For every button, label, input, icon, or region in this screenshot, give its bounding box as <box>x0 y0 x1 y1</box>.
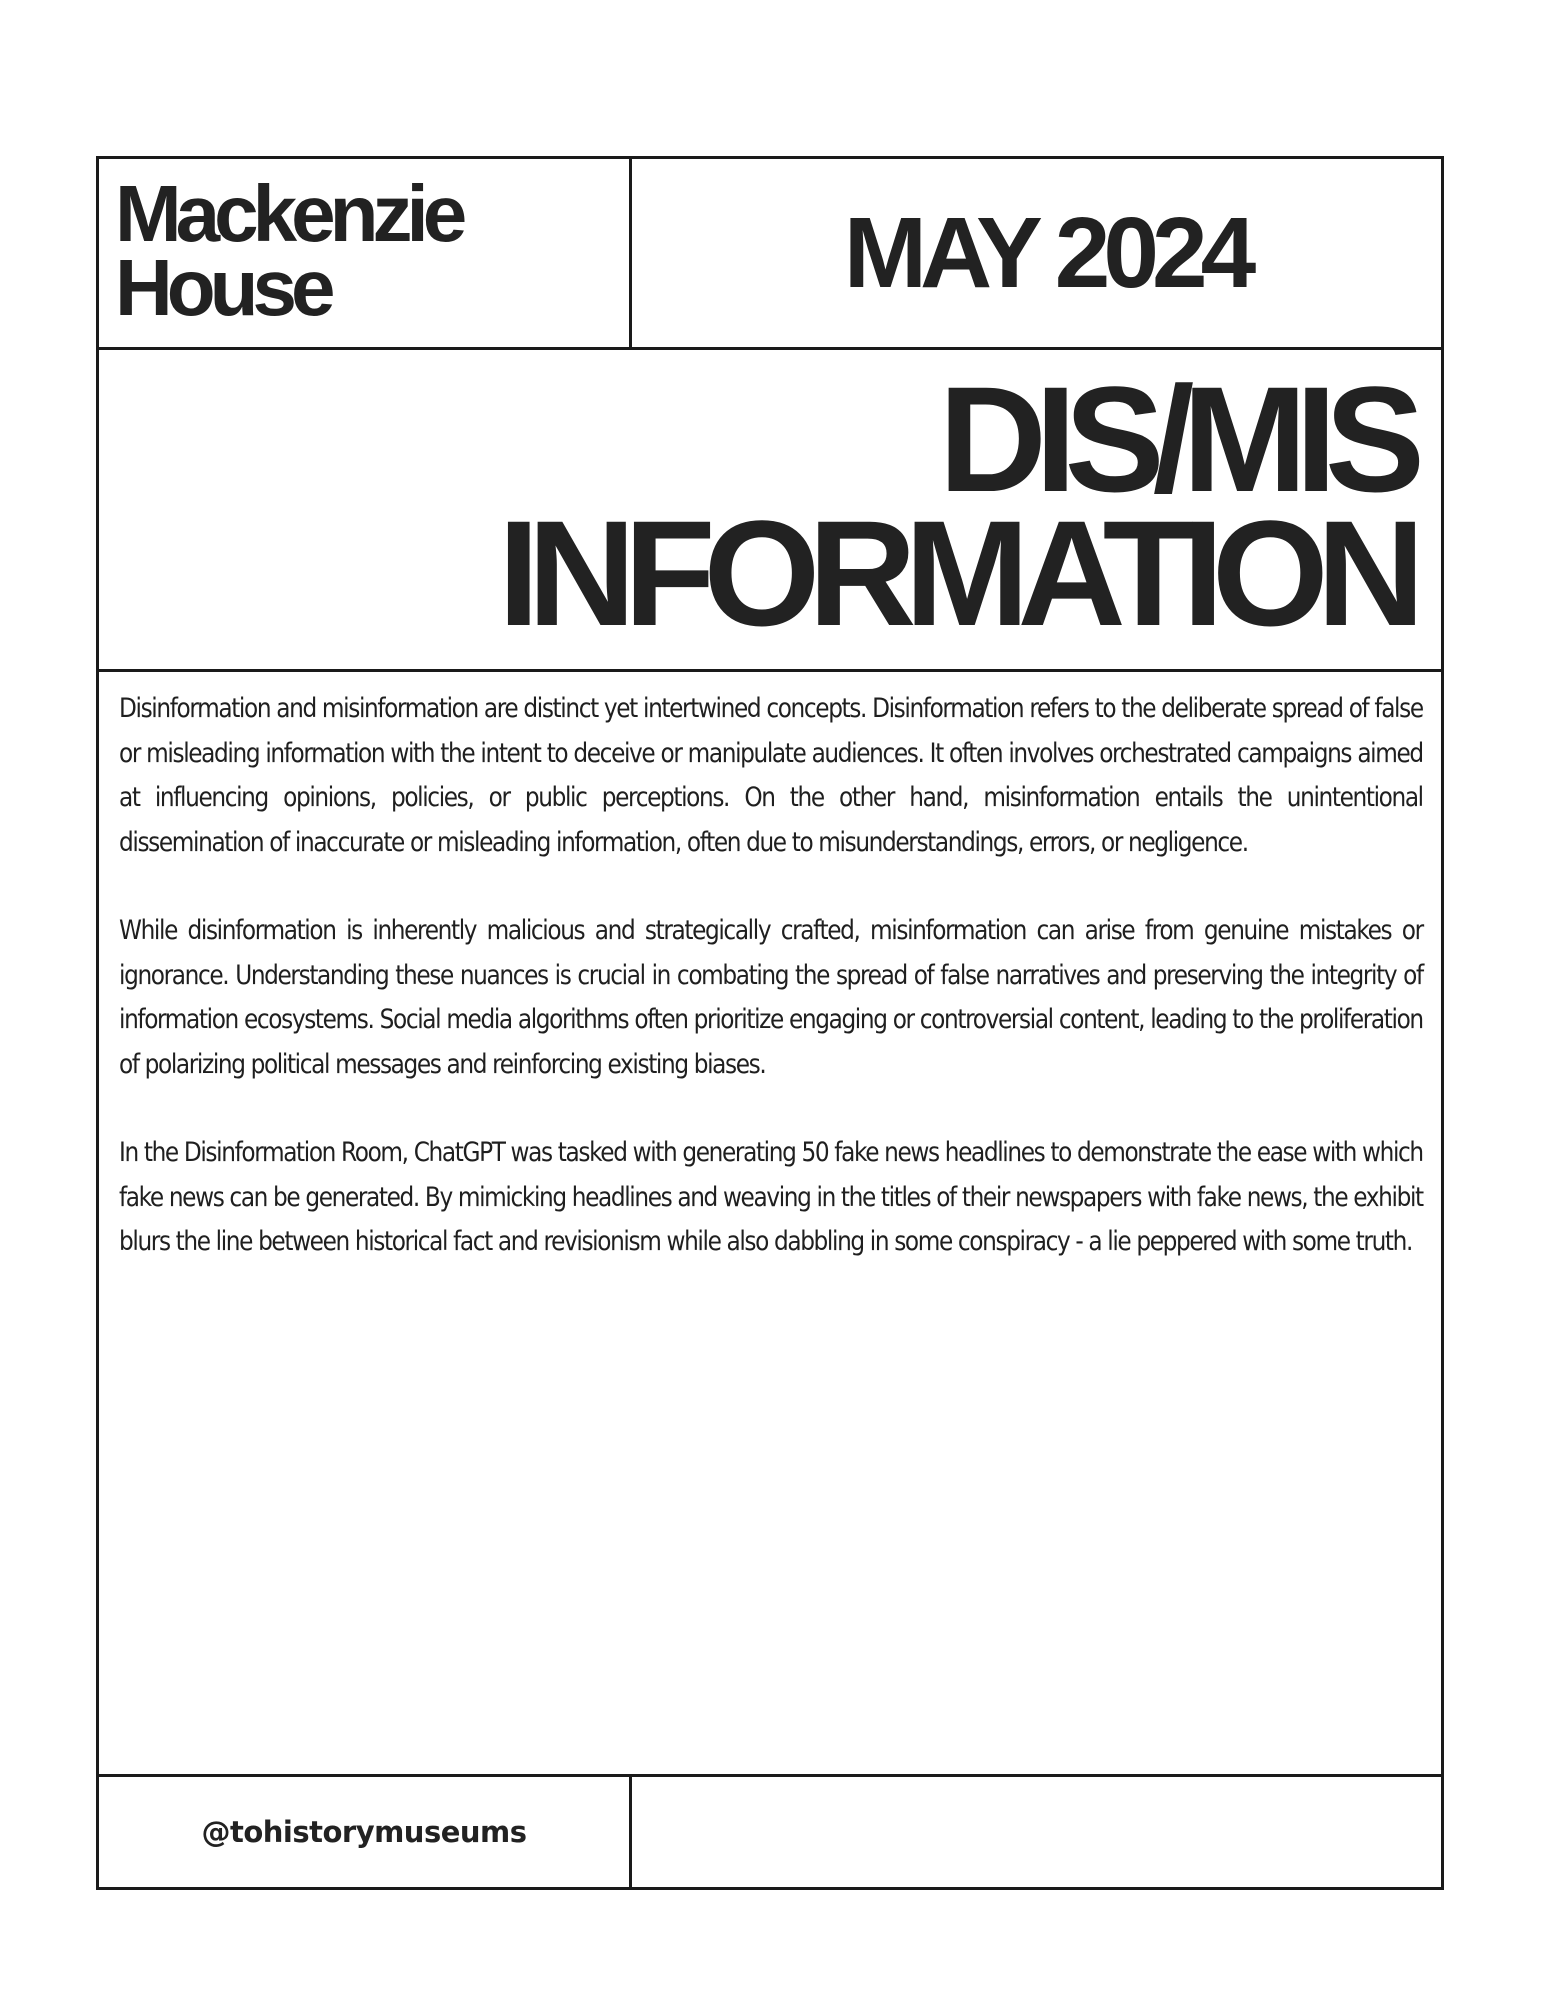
title-cell <box>99 350 1441 669</box>
poster-frame <box>96 156 1444 1890</box>
issue-date: MAY 2024 <box>843 196 1250 309</box>
title-line-1: DIS/MIS <box>938 355 1413 523</box>
body-paragraph-2: While disinformation is inherently malicious and strategically crafted, misinformation can arise from genuine mistakes or ignorance. Understanding these nuances is crucial in combating the spread of false narratives and preserving the integrity of information ecosystems. Social media algorithms often prioritize engaging or controversial content, leading to the proliferation of polarizing political messages and reinforcing existing biases. <box>119 915 1423 1080</box>
org-name-line-2: House <box>115 243 330 332</box>
body-copy <box>119 687 1423 1309</box>
body-paragraph-3: In the Disinformation Room, ChatGPT was tasked with generating 50 fake news headlines to demonstrate the ease with which fake news can be generated. By mimicking headlines and weaving in the titles of their newspapers with fake news, the exhibit blurs the line between historical fact and revisionism while also dabbling in some conspiracy - a lie peppered with some truth. <box>119 1137 1423 1257</box>
social-handle: @tohistorymuseums <box>201 1815 527 1849</box>
title-rule <box>99 669 1441 672</box>
org-name-line-1: Mackenzie <box>115 169 462 258</box>
date-cell <box>632 159 1441 347</box>
footer-empty-cell <box>632 1777 1441 1887</box>
handle-cell <box>99 1777 629 1887</box>
title-line-2: INFORMATION <box>497 489 1413 657</box>
body-paragraph-1: Disinformation and misinformation are distinct yet intertwined concepts. Disinformation refers to the deliberate spread of false or misleading information with the intent to deceive or manipulate audiences. It often involves orchestrated campaigns aimed at influencing opinions, policies, or public perceptions. On the other hand, misinformation entails the unintentional dissemination of inaccurate or misleading information, often due to misunderstandings, errors, or negligence. <box>119 693 1423 858</box>
org-name-cell <box>99 159 629 347</box>
